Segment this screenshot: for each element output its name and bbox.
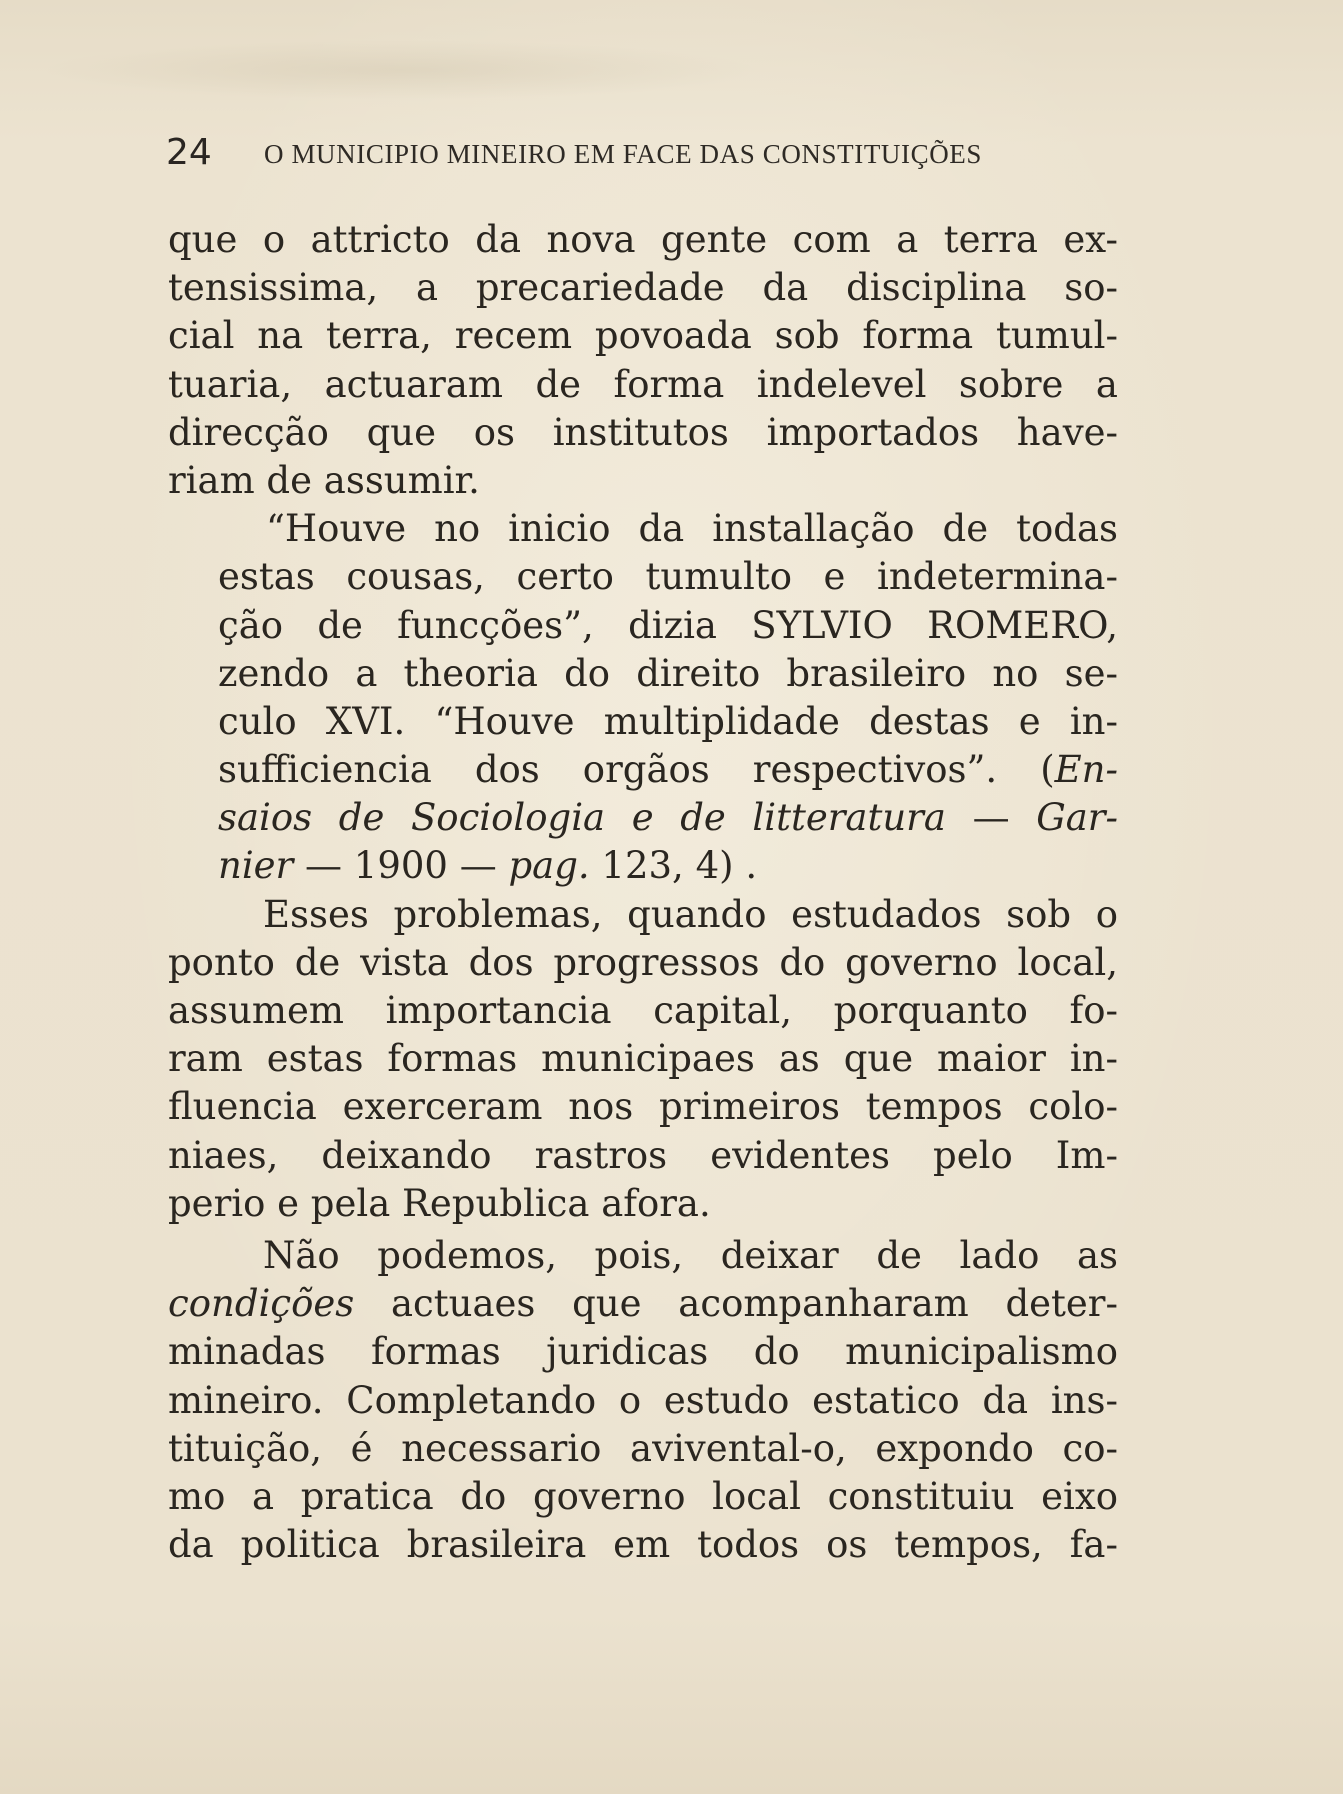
citation-publisher-b: nier xyxy=(218,844,294,888)
text-line-rest: actuaes que acompanharam deter- xyxy=(354,1282,1118,1326)
citation-pag: pag. xyxy=(508,844,590,888)
text-line: cial na terra, recem povoada sob forma tumul- xyxy=(168,314,1118,358)
quote-line: culo XVI. “Houve multiplidade destas e in- xyxy=(218,699,1118,743)
text-line: minadas formas juridicas do municipalismo xyxy=(168,1330,1118,1374)
emphasis-word: condições xyxy=(168,1282,355,1326)
citation-pages: 123, 4) . xyxy=(589,844,758,888)
citation-title-b: saios de Sociologia e de litteratura xyxy=(218,796,946,840)
page-header xyxy=(166,128,1126,178)
citation-publisher-a: Gar- xyxy=(1036,796,1118,840)
text-line: tensissima, a precariedade da disciplina so- xyxy=(168,266,1118,310)
paper-stain xyxy=(40,40,760,100)
text-line: ram estas formas municipaes as que maior in- xyxy=(168,1037,1118,1081)
text-line: ponto de vista dos progressos do governo local, xyxy=(168,940,1118,984)
text-line: niaes, deixando rastros evidentes pelo Im- xyxy=(168,1133,1118,1177)
text-line: direcção que os institutos importados have- xyxy=(168,410,1118,454)
text-line: mineiro. Completando o estudo estatico da ins- xyxy=(168,1378,1118,1422)
text-line: assumem importancia capital, porquanto fo- xyxy=(168,989,1118,1032)
text-line: fluencia exerceram nos primeiros tempos colo- xyxy=(168,1085,1118,1129)
quote-line: “Houve no inicio da installação de todas xyxy=(266,507,1118,551)
citation-open: ( xyxy=(1040,748,1055,792)
running-title: O MUNICIPIO MINEIRO EM FACE DAS CONSTITUIÇÕES xyxy=(264,139,983,169)
quote-citation-line xyxy=(168,746,1118,794)
text-line: riam de assumir. xyxy=(168,458,480,502)
page-number: 24 xyxy=(166,132,212,173)
quote-line-text: sufficiencia dos orgãos respectivos”. xyxy=(218,748,998,792)
text-line: que o attricto da nova gente com a terra ex- xyxy=(168,218,1118,261)
citation-title-a: En- xyxy=(1054,748,1118,792)
quote-line: zendo a theoria do direito brasileiro no se- xyxy=(218,651,1118,695)
quote-citation-line xyxy=(168,794,1118,842)
text-line xyxy=(168,1280,1118,1328)
text-line: Não podemos, pois, deixar de lado as xyxy=(263,1233,1118,1277)
citation-year: — 1900 — xyxy=(293,844,509,888)
quote-citation-line xyxy=(168,842,1118,890)
quote-line: estas cousas, certo tumulto e indetermina- xyxy=(218,555,1118,599)
citation-dash: — xyxy=(972,796,1010,840)
text-line: da politica brasileira em todos os tempos, fa- xyxy=(168,1523,1118,1567)
text-line: perio e pela Republica afora. xyxy=(168,1181,711,1225)
body-text xyxy=(168,216,1118,1569)
text-line: mo a pratica do governo local constituiu eixo xyxy=(168,1474,1118,1518)
text-line: tituição, é necessario avivental-o, expondo co- xyxy=(168,1426,1118,1470)
quote-line: ção de funcções”, dizia SYLVIO ROMERO, xyxy=(218,603,1118,647)
text-line: Esses problemas, quando estudados sob o xyxy=(263,892,1118,936)
text-line: tuaria, actuaram de forma indelevel sobre a xyxy=(168,362,1118,406)
